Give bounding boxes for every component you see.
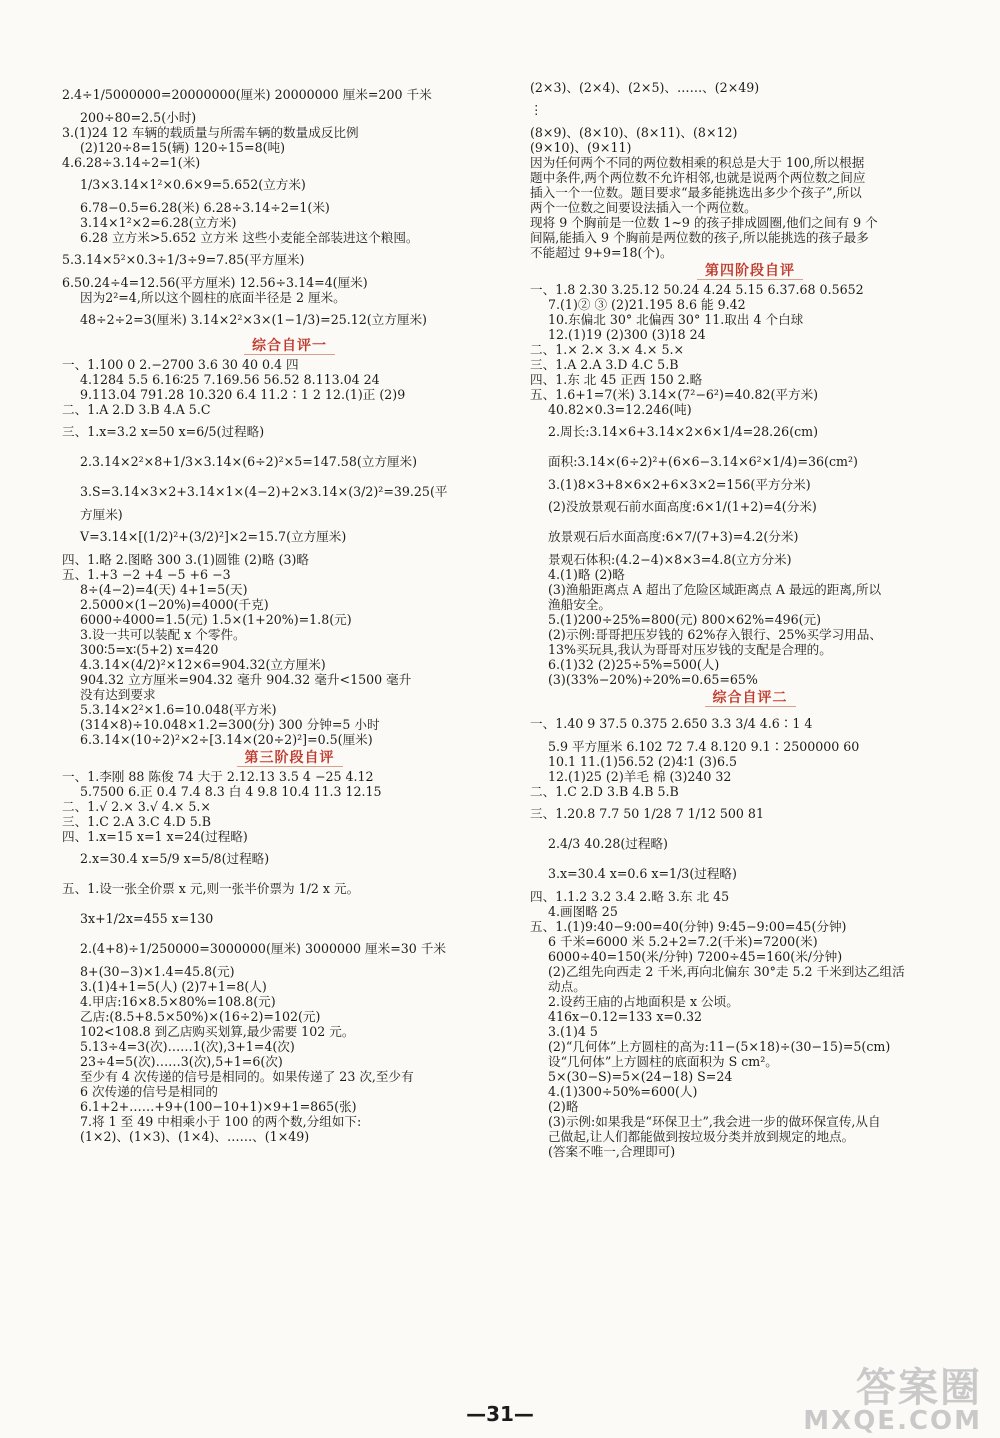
text-line: (3)(33%−20%)÷20%=0.65=65%: [548, 672, 758, 687]
text-line: 2.(4+8)÷1/250000=3000000(厘米) 3000000 厘米=30 千米: [80, 941, 447, 956]
text-line: 至少有 4 次传递的信号是相同的。如果传递了 23 次,至少有: [80, 1069, 414, 1084]
text-line: 2.周长:3.14×6+3.14×2×6×1/4=28.26(cm): [548, 424, 819, 439]
text-line: 设“几何体”上方圆柱的底面积为 S cm²。: [548, 1054, 778, 1069]
text-line: 二、1.√ 2.× 3.√ 4.× 5.×: [62, 799, 211, 814]
text-line: V=3.14×[(1/2)²+(3/2)²]×2=15.7(立方厘米): [80, 529, 347, 544]
text-line: 因为2²=4,所以这个圆柱的底面半径是 2 厘米。: [80, 290, 346, 305]
text-line: 5.3.14×2²×1.6=10.048(平方米): [80, 702, 277, 717]
text-line: 5.3.14×5²×0.3÷1/3÷9=7.85(平方厘米): [62, 252, 305, 267]
text-line: 二、1.A 2.D 3.B 4.A 5.C: [62, 402, 211, 417]
text-line: (314×8)÷10.048×1.2=300(分) 300 分钟=5 小时: [80, 717, 380, 732]
text-line: 现将 9 个胸前是一位数 1~9 的孩子排成圆圈,他们之间有 9 个: [530, 215, 878, 230]
text-line: (2×3)、(2×4)、(2×5)、……、(2×49): [530, 80, 760, 95]
text-line: 6.50.24÷4=12.56(平方厘米) 12.56÷3.14=4(厘米): [62, 275, 368, 290]
text-line: (3)示例:如果我是“环保卫士”,我会进一步的做环保宣传,从自: [548, 1114, 881, 1129]
text-line: 6.78−0.5=6.28(米) 6.28÷3.14÷2=1(米): [80, 200, 330, 215]
text-line: (9×10)、(9×11): [530, 140, 632, 155]
text-line: 五、1.6+1=7(米) 3.14×(7²−6²)=40.82(平方米): [530, 387, 819, 402]
page-number: —31—: [466, 1402, 534, 1426]
text-line: 6 千米=6000 米 5.2+2=7.2(千米)=7200(米): [548, 934, 818, 949]
text-line: 景观石体积:(4.2−4)×8×3=4.8(立方分米): [548, 552, 792, 567]
text-line: 5.13÷4=3(次)……1(次),3+1=4(次): [80, 1039, 295, 1054]
text-line: 2.x=30.4 x=5/9 x=5/8(过程略): [80, 851, 270, 866]
text-line: 动点。: [548, 979, 586, 994]
watermark-url: MXQE.COM: [803, 1406, 982, 1436]
text-line: 一、1.李刚 88 陈俊 74 大于 2.12.13 3.5 4 −25 4.12: [62, 769, 374, 784]
text-line: 四、1.略 2.图略 300 3.(1)圆锥 (2)略 (3)略: [62, 552, 309, 567]
text-line: 6000÷4000=1.5(元) 1.5×(1+20%)=1.8(元): [80, 612, 352, 627]
text-line: 3x+1/2x=455 x=130: [80, 911, 214, 926]
text-line: (2)示例:哥哥把压岁钱的 62%存入银行、25%买学习用品、: [548, 627, 882, 642]
text-line: 没有达到要求: [80, 687, 156, 702]
text-line: 300∶5=x∶(5+2) x=420: [80, 642, 219, 657]
text-line: 2.5000×(1−20%)=4000(千克): [80, 597, 269, 612]
section-title-comprehensive-1: 综合自评一: [62, 335, 517, 357]
text-line: 3.x=30.4 x=0.6 x=1/3(过程略): [548, 866, 737, 881]
text-line: 4.6.28÷3.14÷2=1(米): [62, 155, 201, 170]
text-line: (8×9)、(8×10)、(8×11)、(8×12): [530, 125, 738, 140]
text-line: 5.7500 6.正 0.4 7.4 8.3 白 4 9.8 10.4 11.3 12.15: [80, 784, 382, 799]
text-line: 416x−0.12=133 x=0.32: [548, 1009, 703, 1024]
section-title-comprehensive-2: 综合自评二: [530, 687, 970, 709]
left-column: [62, 80, 517, 1144]
text-line: 五、1.(1)9:40−9:00=40(分钟) 9:45−9:00=45(分钟): [530, 919, 847, 934]
text-line: 5.(1)200÷25%=800(元) 800×62%=496(元): [548, 612, 822, 627]
text-line: 6.28 立方米>5.652 立方米 这些小麦能全部装进这个粮囤。: [80, 230, 419, 245]
text-line: 己做起,让人们都能做到按垃圾分类并放到规定的地点。: [548, 1129, 855, 1144]
text-line: 插入一个一位数。题目要求“最多能挑选出多少个孩子”,所以: [530, 185, 862, 200]
right-column: [530, 80, 970, 1159]
text-line: 10.东偏北 30° 北偏西 30° 11.取出 4 个白球: [548, 312, 804, 327]
text-line: 8+(30−3)×1.4=45.8(元): [80, 964, 235, 979]
text-line: 6 次传递的信号是相同的: [80, 1084, 218, 1099]
text-line: 5×(30−S)=5×(24−18) S=24: [548, 1069, 733, 1084]
watermark-logo: [803, 1365, 982, 1436]
text-line: 102<108.8 到乙店购买划算,最少需要 102 元。: [80, 1024, 355, 1039]
text-line: (2)没放景观石前水面高度:6×1/(1+2)=4(分米): [548, 499, 817, 514]
text-line: 2.设药王庙的占地面积是 x 公顷。: [548, 994, 739, 1009]
text-line: 1/3×3.14×1²×0.6×9=5.652(立方米): [80, 177, 306, 192]
text-line: 3.(1)4 5: [548, 1024, 598, 1039]
text-line: 8÷(4−2)=4(天) 4+1=5(天): [80, 582, 248, 597]
text-line: 间隔,能插入 9 个胸前是两位数的孩子,所以能挑选的孩子最多: [530, 230, 869, 245]
text-line: 面积:3.14×(6÷2)²+(6×6−3.14×6²×1/4)=36(cm²): [548, 454, 858, 469]
text-line: 四、1.东 北 45 正西 150 2.略: [530, 372, 703, 387]
text-line: (2)“几何体”上方圆柱的高为:11−(5×18)÷(30−15)=5(cm): [548, 1039, 891, 1054]
text-line: 三、1.A 2.A 3.D 4.C 5.B: [530, 357, 679, 372]
text-line: 48÷2÷2=3(厘米) 3.14×2²×3×(1−1/3)=25.12(立方厘米): [80, 312, 427, 327]
text-line: (2)略: [548, 1099, 579, 1114]
text-line: 4.1284 5.5 6.16∶25 7.169.56 56.52 8.113.04 24: [80, 372, 380, 387]
text-line: 3.设一共可以装配 x 个零件。: [80, 627, 246, 642]
text-line: 23÷4=5(次)……3(次),5+1=6(次): [80, 1054, 283, 1069]
text-line: 二、1.× 2.× 3.× 4.× 5.×: [530, 342, 685, 357]
text-line: (3)渔船距离点 A 超出了危险区域距离点 A 最远的距离,所以: [548, 582, 882, 597]
text-line: 3.S=3.14×3×2+3.14×1×(4−2)+2×3.14×(3/2)²=39.25(平: [80, 484, 448, 499]
text-line: (2)120÷8=15(辆) 120÷15=8(吨): [80, 140, 286, 155]
text-line: 2.3.14×2²×8+1/3×3.14×(6÷2)²×5=147.58(立方厘米): [80, 454, 418, 469]
section-title-stage-4: 第四阶段自评: [530, 260, 970, 282]
text-line: 四、1.x=15 x=1 x=24(过程略): [62, 829, 248, 844]
text-line: 6.3.14×(10÷2)²×2÷[3.14×(20÷2)²]=0.5(厘米): [80, 732, 373, 747]
text-line: 6000÷40=150(米/分钟) 7200÷45=160(米/分钟): [548, 949, 843, 964]
text-line: 2.4÷1/5000000=20000000(厘米) 20000000 厘米=200 千米: [62, 87, 432, 102]
text-line: 方厘米): [80, 507, 123, 522]
text-line: 乙店:(8.5+8.5×50%)×(16÷2)=102(元): [80, 1009, 321, 1024]
text-line: 五、1.+3 −2 +4 −5 +6 −3: [62, 567, 231, 582]
text-line: 一、1.8 2.30 3.25.12 50.24 4.24 5.15 6.37.68 0.5652: [530, 282, 864, 297]
text-line: 题中条件,两个两位数不允许相邻,也就是说两个两位数之间应: [530, 170, 866, 185]
text-line: 12.(1)25 (2)羊毛 棉 (3)240 32: [548, 769, 732, 784]
text-line: 三、1.20.8 7.7 50 1/28 7 1/12 500 81: [530, 806, 764, 821]
text-line: 7.将 1 至 49 中相乘小于 100 的两个数,分组如下:: [80, 1114, 362, 1129]
text-line: 三、1.C 2.A 3.C 4.D 5.B: [62, 814, 211, 829]
text-line: 不能超过 9+9=18(个)。: [530, 245, 673, 260]
text-line: 9.113.04 791.28 10.320 6.4 11.2∶1 2 12.(1)正 (2)9: [80, 387, 406, 402]
text-line: (答案不唯一,合理即可): [548, 1144, 676, 1159]
text-line: 三、1.x=3.2 x=50 x=6/5(过程略): [62, 424, 265, 439]
text-line: 一、1.40 9 37.5 0.375 2.650 3.3 3/4 4.6∶1 4: [530, 716, 813, 731]
text-line: 一、1.100 0 2.−2700 3.6 30 40 0.4 四: [62, 357, 299, 372]
text-line: 放景观石后水面高度:6×7/(7+3)=4.2(分米): [548, 529, 799, 544]
text-line: 12.(1)19 (2)300 (3)18 24: [548, 327, 706, 342]
text-line: 5.9 平方厘米 6.102 72 7.4 8.120 9.1∶2500000 60: [548, 739, 860, 754]
text-line: 904.32 立方厘米=904.32 毫升 904.32 毫升<1500 毫升: [80, 672, 412, 687]
text-line: 6.1+2+……+9+(100−10+1)×9+1=865(张): [80, 1099, 357, 1114]
text-line: ⋮: [530, 102, 543, 117]
text-line: 3.(1)4+1=5(人) (2)7+1=8(人): [80, 979, 267, 994]
text-line: 200÷80=2.5(小时): [80, 110, 197, 125]
text-line: 2.4/3 40.28(过程略): [548, 836, 668, 851]
text-line: 4.(1)略 (2)略: [548, 567, 625, 582]
text-line: (1×2)、(1×3)、(1×4)、……、(1×49): [80, 1129, 310, 1144]
text-line: 五、1.设一张全价票 x 元,则一张半价票为 1/2 x 元。: [62, 881, 360, 896]
text-line: 40.82×0.3=12.246(吨): [548, 402, 692, 417]
text-line: 四、1.1.2 3.2 3.4 2.略 3.东 北 45: [530, 889, 730, 904]
watermark-main: 答案圈: [856, 1365, 982, 1411]
text-line: 两个一位数之间要设法插入一个两位数。: [530, 200, 757, 215]
text-line: 3.(1)8×3+8×6×2+6×3×2=156(平方分米): [548, 477, 811, 492]
text-line: 3.14×1²×2=6.28(立方米): [80, 215, 237, 230]
text-line: 渔船安全。: [548, 597, 611, 612]
section-title-stage-3: 第三阶段自评: [62, 747, 517, 769]
text-line: 二、1.C 2.D 3.B 4.B 5.B: [530, 784, 679, 799]
text-line: 3.(1)24 12 车辆的载质量与所需车辆的数量成反比例: [62, 125, 359, 140]
text-line: (2)乙组先向西走 2 千米,再向北偏东 30°走 5.2 千米到达乙组活: [548, 964, 905, 979]
text-line: 10.1 11.(1)56.52 (2)4∶1 (3)6.5: [548, 754, 737, 769]
text-line: 13%买玩具,我认为哥哥对压岁钱的支配是合理的。: [548, 642, 832, 657]
text-line: 4.3.14×(4/2)²×12×6=904.32(立方厘米): [80, 657, 326, 672]
text-line: 4.甲店:16×8.5×80%=108.8(元): [80, 994, 276, 1009]
text-line: 6.(1)32 (2)25÷5%=500(人): [548, 657, 720, 672]
text-line: 因为任何两个不同的两位数相乘的积总是大于 100,所以根据: [530, 155, 865, 170]
text-line: 7.(1)② ③ (2)21.195 8.6 能 9.42: [548, 297, 746, 312]
text-line: 4.画图略 25: [548, 904, 618, 919]
text-line: 4.(1)300÷50%=600(人): [548, 1084, 698, 1099]
